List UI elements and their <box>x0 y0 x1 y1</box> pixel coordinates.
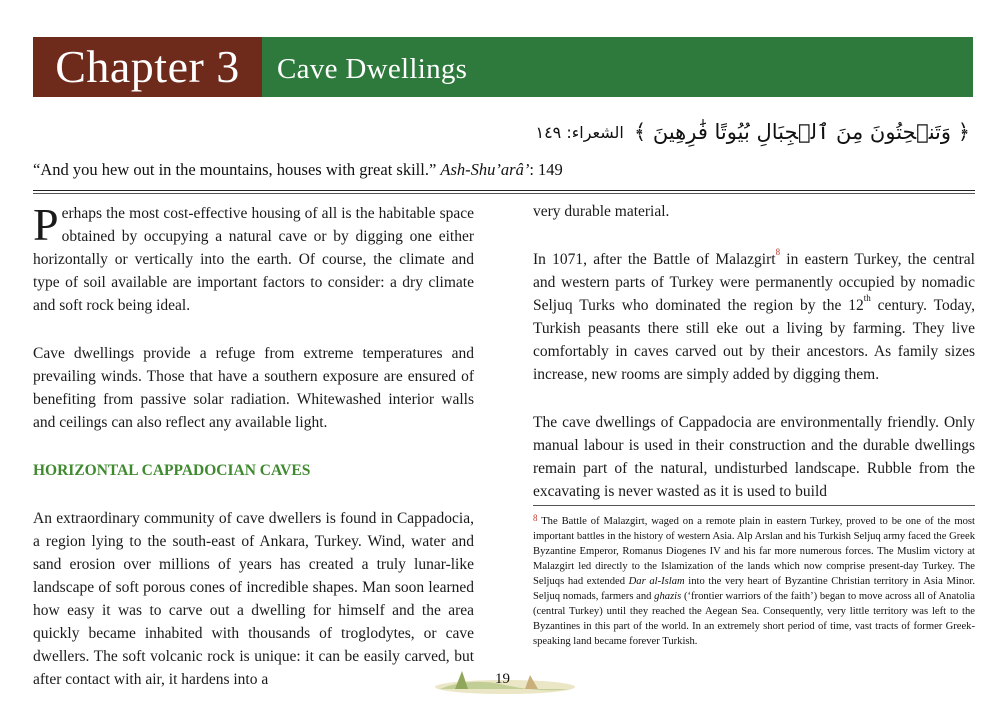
paragraph-2: Cave dwellings provide a refuge from extreme temperatures and prevailing winds. Those that have a southern exposure are ensured of benefiting from passive solar radiation. Whitewashed interior walls and ceilings can also reflect any available light. <box>33 345 474 431</box>
paragraph-continued: very durable material. <box>533 203 670 220</box>
section-subheading: HORIZONTAL CAPPADOCIAN CAVES <box>33 462 311 479</box>
verse-source-number: : 149 <box>529 160 563 179</box>
verse-translation <box>33 160 563 180</box>
arabic-verse-reference: الشعراء: ١٤٩ <box>535 122 624 142</box>
left-column <box>33 199 474 691</box>
chapter-title: Cave Dwellings <box>262 37 973 97</box>
chapter-header <box>33 37 973 97</box>
footnote-text-c: (‘frontier warriors of the faith’) began to move across all of Anatolia (central Turkey) until they reached the Aegean Sea. Consequently, very little territory was left to the Byzantines in this part of the world. In an extremely short period of time, vast tracts of former Greek-speaking land became forever Turkish. <box>533 591 975 647</box>
verse-quote: “And you hew out in the mountains, houses with great skill.” <box>33 160 437 179</box>
footnote-marker: 8 <box>533 513 538 523</box>
malazgirt-text-b: in eastern Turkey, the central and western parts of Turkey were permanently occupied by nomadic Seljuq Turks who dominated the region by the 12 <box>533 251 975 314</box>
page-footer <box>430 663 580 695</box>
footnote-ref[interactable]: 8 <box>775 247 781 257</box>
header-divider <box>33 190 975 191</box>
verse-source: Ash-Shu’arâ’ <box>440 160 530 179</box>
paragraph-1 <box>33 199 474 317</box>
paragraph-malazgirt <box>533 248 975 386</box>
page-number: 19 <box>495 671 510 687</box>
footnote-term-dar-al-islam: Dar al-Islam <box>628 576 685 587</box>
footnote <box>533 514 975 649</box>
footnote-term-ghazis: ghazis <box>654 591 682 602</box>
ordinal-suffix: th <box>863 293 871 303</box>
chapter-label: Chapter 3 <box>33 37 262 97</box>
paragraph-1-text: erhaps the most cost-effective housing of all is the habitable space obtained by occupying a natural cave or by digging one either horizontally or vertically into the earth. Of course, the climate and type of soil available are important factors to consider: a dry climate and soft rock being ideal. <box>33 205 474 314</box>
malazgirt-text-c: century. Today, Turkish peasants there still eke out a living by farming. They live comfortably in caves carved out by their ancestors. As family sizes increase, new rooms are simply added by digging them. <box>533 297 975 383</box>
drop-cap: P <box>33 199 59 250</box>
footnote-divider <box>533 505 975 506</box>
paragraph-3: An extraordinary community of cave dwellers is found in Cappadocia, a region lying to the south-east of Ankara, Turkey. Wind, water and sand erosion over millions of years has created a truly lunar-like landscape of soft porous cones of incredible shapes. Man soon learned how easy it was to carve out a dwelling for himself and the area quickly became inhabited with thousands of troglodytes, or cave dwellers. The soft volcanic rock is unique: it can be easily carved, but after contact with air, it hardens into a <box>33 510 474 688</box>
right-column <box>533 200 975 503</box>
footnote-text-a: The Battle of Malazgirt, waged on a remote plain in eastern Turkey, proved to be one of the most important battles in the history of western Asia. Alp Arslan and his Turkish Seljuq army faced the Greek Byzantine Emperor, Romanus Diogenes IV and his far more numerous forces. The Muslim victory at Malazgirt led directly to the Islamization of the lands which now comprise present-day Turkey. The Seljuqs had extended <box>533 516 975 587</box>
header-divider-secondary <box>33 193 975 194</box>
arabic-verse-block <box>535 112 970 152</box>
footnote-text-b: into the very heart of Byzantine Christian territory in Asia Minor. Seljuq nomads, farmers and <box>533 576 975 602</box>
arabic-verse: ﴿ وَتَنۡحِتُونَ مِنَ ٱلۡجِبَالِ بُيُوتًا فَٰرِهِينَ ﴾ <box>633 120 970 144</box>
malazgirt-text-a: In 1071, after the Battle of Malazgirt <box>533 251 776 268</box>
paragraph-cappadocia: The cave dwellings of Cappadocia are environmentally friendly. Only manual labour is used in their construction and the durable dwellings remain part of the natural, undisturbed landscape. Rubble from the excavating is never wasted as it is used to build <box>533 414 975 500</box>
